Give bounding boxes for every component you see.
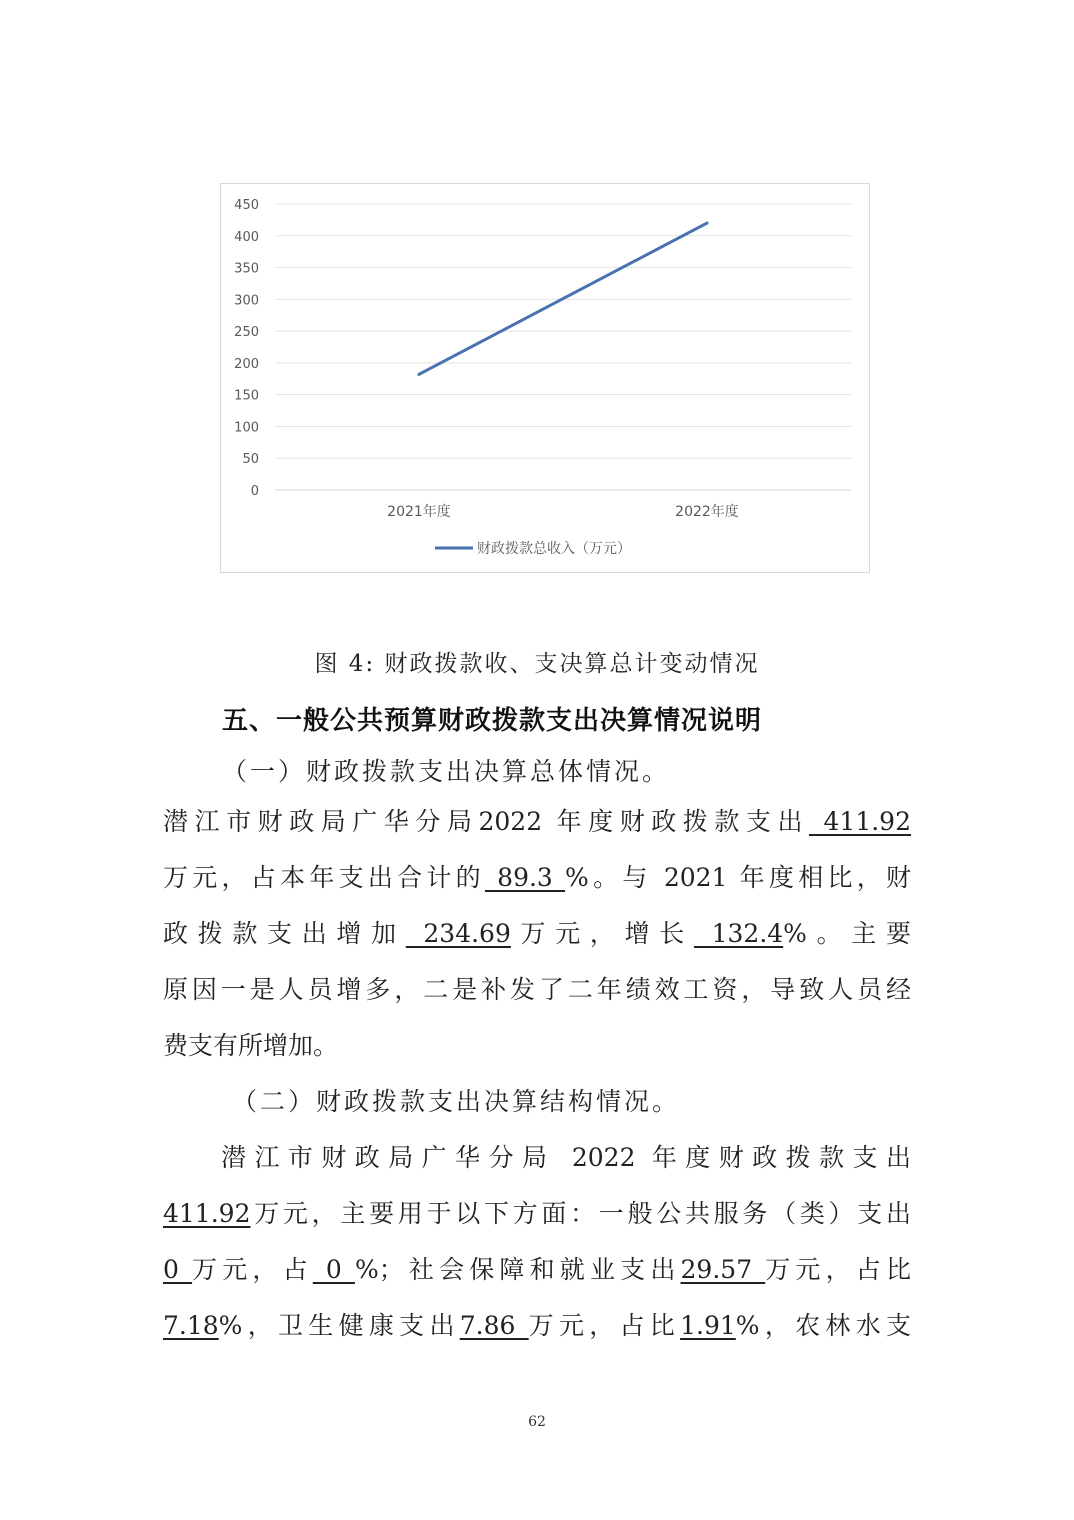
y-tick-label: 50 xyxy=(242,452,259,468)
text-span: 万元，主要用于以下方面：一般公共服务（类）支出 xyxy=(250,1199,911,1228)
text-span: 万元，占比 xyxy=(528,1311,681,1340)
paragraph-line xyxy=(163,802,911,842)
paragraph-line xyxy=(163,1306,911,1346)
amount-value: 0 xyxy=(163,1255,193,1284)
x-tick-label: 2021年度 xyxy=(387,504,451,520)
text-span: %。与 2021 年度相比，财 xyxy=(565,863,911,892)
text-span: %，农林水支 xyxy=(735,1311,911,1340)
legend-label: 财政拨款总收入（万元） xyxy=(477,541,631,557)
paragraph-line xyxy=(221,1138,911,1178)
amount-value: 411.92 xyxy=(163,1199,251,1228)
y-tick-label: 200 xyxy=(234,356,259,372)
text-span: 万元，占比 xyxy=(765,1255,911,1284)
x-tick-label: 2022年度 xyxy=(675,504,739,520)
text-span: 潜江市财政局广华分局 2022 年度财政拨款支出 xyxy=(221,1143,911,1172)
text-span: 原因一是人员增多，二是补发了二年绩效工资，导致人员经 xyxy=(163,975,911,1004)
page-number: 62 xyxy=(528,1414,546,1430)
amount-value: 411.92 xyxy=(809,807,911,836)
y-tick-label: 250 xyxy=(234,325,259,341)
section-heading: 五、一般公共预算财政拨款支出决算情况说明 xyxy=(222,706,763,736)
increase-value: 234.69 xyxy=(405,919,511,948)
figure-caption: 图 4: 财政拨款收、支决算总计变动情况 xyxy=(314,651,760,677)
paragraph-line xyxy=(163,1250,911,1290)
sub-heading-overall: （一）财政拨款支出决算总体情况。 xyxy=(222,757,671,786)
text-span: %；社会保障和就业支出 xyxy=(354,1255,681,1284)
amount-value: 7.86 xyxy=(459,1311,529,1340)
text-span: 潜江市财政局广华分局2022 年度财政拨款支出 xyxy=(163,807,810,836)
line-chart xyxy=(220,183,870,573)
series-line xyxy=(419,223,707,374)
text-span: 政拨款支出增加 xyxy=(163,919,406,948)
paragraph-line xyxy=(163,1026,911,1066)
ratio-value: 7.18 xyxy=(163,1311,219,1340)
y-tick-label: 100 xyxy=(234,420,259,436)
paragraph-line xyxy=(163,970,911,1010)
text-span: 费支有所增加。 xyxy=(163,1031,339,1060)
text-span: %，卫生健康支出 xyxy=(218,1311,460,1340)
chart-canvas xyxy=(221,184,871,574)
paragraph-line xyxy=(163,858,911,898)
ratio-value: 0 xyxy=(312,1255,355,1284)
text-span: 万元，增长 xyxy=(510,919,694,948)
ratio-value: 1.91 xyxy=(680,1311,736,1340)
paragraph-line xyxy=(163,1194,911,1234)
y-tick-label: 300 xyxy=(234,293,259,309)
y-tick-label: 150 xyxy=(234,388,259,404)
amount-value: 29.57 xyxy=(680,1255,766,1284)
y-tick-label: 350 xyxy=(234,261,259,277)
growth-value: 132.4 xyxy=(693,919,784,948)
y-tick-label: 0 xyxy=(250,484,259,499)
text-span: 万元，占本年支出合计的 xyxy=(163,863,485,892)
paragraph-line xyxy=(163,914,911,954)
y-tick-label: 450 xyxy=(234,198,259,213)
y-tick-label: 400 xyxy=(234,229,259,245)
text-span: 万元，占 xyxy=(192,1255,313,1284)
ratio-value: 89.3 xyxy=(484,863,566,892)
text-span: %。主要 xyxy=(783,919,911,948)
sub-heading-structure: （二）财政拨款支出决算结构情况。 xyxy=(232,1087,681,1116)
data-point xyxy=(418,373,421,376)
data-point xyxy=(706,222,709,225)
